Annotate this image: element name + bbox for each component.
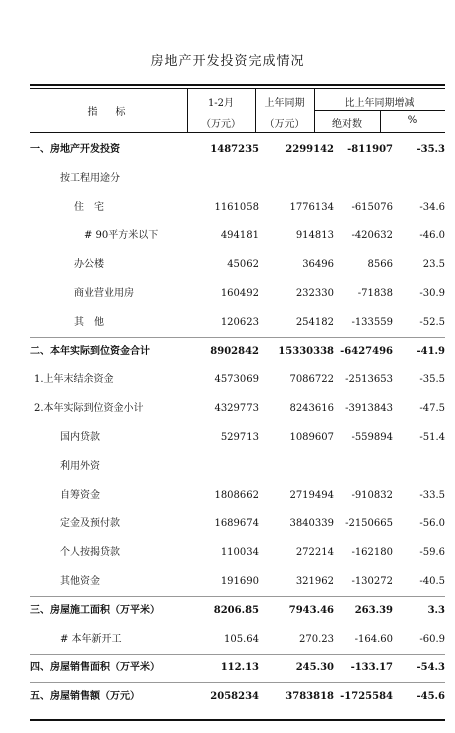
row-label: 一、房地产开发投资 — [30, 144, 120, 155]
row-label: 办公楼 — [74, 259, 104, 271]
table-row — [30, 661, 445, 675]
row-label: 商业营业用房 — [74, 288, 134, 299]
table-row — [30, 546, 445, 560]
row-value-last-year: 8243616 — [289, 403, 334, 415]
row-label: # 本年新开工 — [60, 633, 122, 645]
row-value-current: 191690 — [220, 576, 259, 587]
row-value-current: 8206.85 — [213, 604, 259, 616]
row-value-change: -71838 — [357, 288, 393, 299]
row-value-last-year: 232330 — [295, 288, 334, 299]
table-row — [30, 460, 445, 474]
row-label: 其 他 — [74, 316, 104, 328]
row-value-pct: -47.5 — [419, 403, 445, 415]
row-value-current: 529713 — [220, 432, 259, 443]
row-value-current: 120623 — [220, 316, 259, 328]
row-value-pct: -51.4 — [419, 432, 445, 443]
header-col1-unit: （万元） — [201, 119, 241, 130]
row-value-change: -162180 — [351, 547, 393, 559]
table-top-rule — [30, 84, 445, 86]
row-value-change: -1725584 — [340, 691, 393, 703]
row-separator — [30, 596, 445, 597]
row-value-pct: -54.3 — [416, 662, 445, 674]
row-value-current: 2058234 — [210, 691, 259, 703]
row-value-pct: -56.0 — [419, 518, 445, 530]
header-col2-unit: （万元） — [264, 119, 305, 130]
row-label: 其他资金 — [60, 576, 100, 587]
row-separator — [30, 654, 445, 655]
row-value-change: -2150665 — [345, 518, 393, 530]
row-value-change: -615076 — [351, 201, 393, 213]
table-row — [30, 402, 445, 416]
row-label: 三、房屋施工面积（万平米） — [30, 604, 160, 616]
page-title: 房地产开发投资完成情况 — [150, 54, 305, 69]
row-value-change: -559894 — [351, 432, 393, 443]
row-value-pct: -34.6 — [419, 201, 445, 213]
row-value-change: -2513653 — [345, 374, 393, 386]
row-value-change: -130272 — [351, 576, 393, 587]
table-row — [30, 575, 445, 589]
table-row — [30, 172, 445, 186]
row-value-pct: -46.0 — [419, 230, 445, 242]
row-value-last-year: 7086722 — [289, 374, 334, 386]
table-row — [30, 690, 445, 704]
table-bottom-rule — [30, 719, 445, 721]
row-value-last-year: 245.30 — [295, 662, 334, 674]
row-value-pct: -33.5 — [419, 489, 445, 501]
row-value-pct: -40.5 — [419, 576, 445, 587]
row-value-change: 8566 — [367, 259, 393, 271]
table-row — [30, 431, 445, 445]
row-value-change: -3913843 — [345, 403, 393, 415]
row-label: 五、房屋销售额（万元） — [30, 691, 140, 703]
row-value-change: -133.17 — [350, 662, 393, 674]
table-row — [30, 287, 445, 301]
row-separator — [30, 682, 445, 683]
row-value-pct: -60.9 — [419, 633, 445, 645]
row-value-last-year: 3783818 — [285, 691, 334, 703]
row-value-last-year: 270.23 — [299, 633, 334, 645]
row-value-pct: -30.9 — [419, 288, 445, 299]
row-value-pct: -35.5 — [419, 374, 445, 386]
row-label: 国内贷款 — [60, 432, 100, 443]
header-indicator: 指 标 — [87, 107, 130, 118]
row-value-pct: 3.3 — [427, 604, 445, 616]
row-value-last-year: 2299142 — [285, 144, 334, 155]
table-row — [30, 229, 445, 243]
table-row — [30, 604, 445, 618]
row-label: 住 宅 — [74, 201, 104, 213]
header-col3-pct: % — [407, 115, 418, 126]
row-value-change: -133559 — [351, 316, 393, 328]
row-value-current: 494181 — [220, 230, 259, 242]
header-mid-rule — [314, 110, 445, 111]
row-value-last-year: 1089607 — [289, 432, 334, 443]
row-value-last-year: 3840339 — [289, 518, 334, 530]
row-label: 个人按揭贷款 — [60, 547, 120, 559]
row-value-current: 112.13 — [220, 662, 259, 674]
table-row — [30, 345, 445, 359]
row-value-current: 160492 — [220, 288, 259, 299]
row-label: # 90平方米以下 — [84, 230, 159, 242]
table-row — [30, 373, 445, 387]
header-col2-top: 上年同期 — [264, 98, 305, 109]
row-label: 1.上年末结余资金 — [34, 374, 114, 386]
row-value-last-year: 321962 — [295, 576, 334, 587]
row-value-last-year: 15330338 — [278, 345, 334, 357]
row-label: 利用外资 — [60, 460, 100, 472]
header-col3-group: 比上年同期增减 — [344, 98, 415, 109]
table-top-rule-thin — [30, 88, 445, 89]
row-value-current: 8902842 — [210, 345, 259, 357]
row-value-pct: -59.6 — [419, 547, 445, 559]
row-value-last-year: 1776134 — [289, 201, 334, 213]
header-col3-abs: 绝对数 — [332, 119, 362, 130]
row-label: 定金及预付款 — [60, 518, 120, 530]
row-label: 按工程用途分 — [60, 172, 120, 184]
row-value-current: 4573069 — [214, 374, 259, 386]
row-value-change: -420632 — [351, 230, 393, 242]
header-bottom-rule — [30, 132, 445, 133]
table-row — [30, 258, 445, 272]
row-value-current: 4329773 — [214, 403, 259, 415]
row-value-last-year: 254182 — [295, 316, 334, 328]
header-col1-top: 1-2月 — [207, 98, 235, 109]
row-label: 自筹资金 — [60, 489, 100, 501]
row-label: 二、本年实际到位资金合计 — [30, 345, 150, 357]
row-value-current: 1487235 — [210, 144, 259, 155]
row-value-last-year: 272214 — [295, 547, 334, 559]
row-value-current: 1689674 — [214, 518, 259, 530]
row-value-pct: -45.6 — [416, 691, 445, 703]
row-value-change: -910832 — [351, 489, 393, 501]
row-value-change: -811907 — [347, 144, 393, 155]
table-row — [30, 316, 445, 330]
row-value-current: 45062 — [227, 259, 259, 271]
table-row — [30, 201, 445, 215]
row-value-current: 110034 — [220, 547, 259, 559]
table-row — [30, 143, 445, 157]
row-value-change: 263.39 — [354, 604, 393, 616]
table-row — [30, 517, 445, 531]
row-value-last-year: 914813 — [295, 230, 334, 242]
row-separator — [30, 337, 445, 338]
row-value-change: -164.60 — [354, 633, 393, 645]
row-value-pct: 23.5 — [422, 259, 445, 271]
row-value-current: 105.64 — [224, 633, 259, 645]
row-label: 2.本年实际到位资金小计 — [34, 403, 144, 415]
row-label: 四、房屋销售面积（万平米） — [30, 662, 160, 674]
row-value-change: -6427496 — [340, 345, 393, 357]
row-value-last-year: 7943.46 — [288, 604, 334, 616]
row-value-pct: -52.5 — [419, 316, 445, 328]
row-value-last-year: 36496 — [302, 259, 334, 271]
row-value-pct: -35.3 — [416, 144, 445, 155]
row-value-last-year: 2719494 — [289, 489, 334, 501]
row-value-current: 1808662 — [214, 489, 259, 501]
table-row — [30, 633, 445, 647]
row-value-current: 1161058 — [214, 201, 259, 213]
row-value-pct: -41.9 — [416, 345, 445, 357]
table-row — [30, 489, 445, 503]
